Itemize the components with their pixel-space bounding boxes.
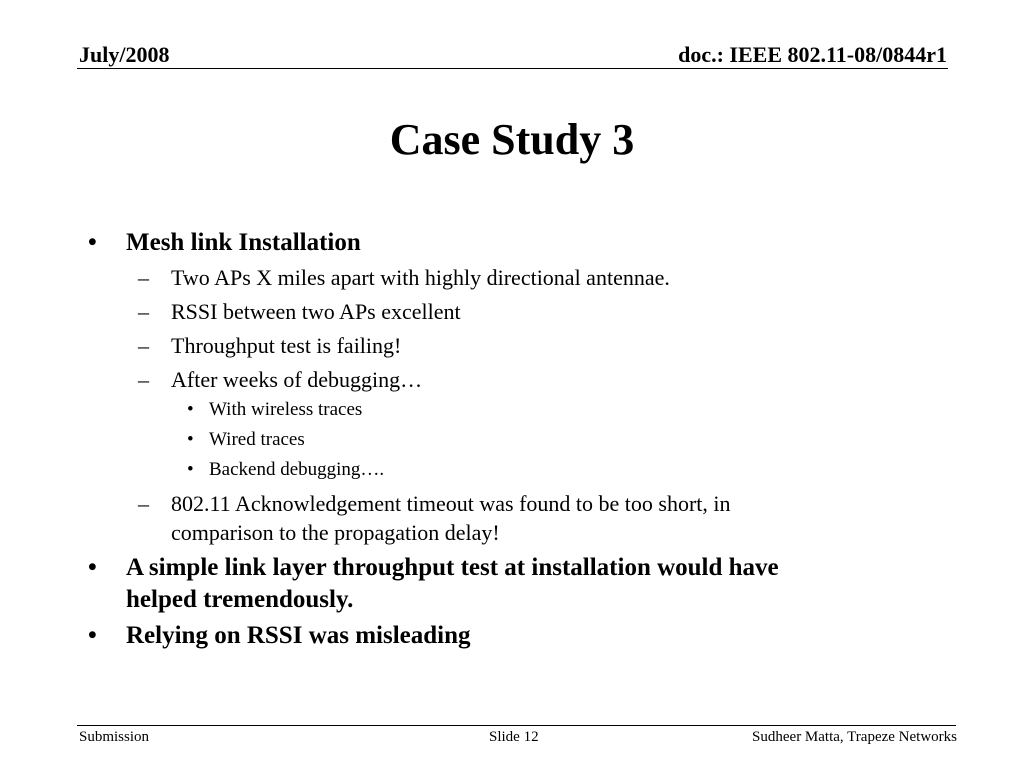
sub-bullet-text: After weeks of debugging… — [171, 367, 423, 392]
slide-title: Case Study 3 — [389, 115, 635, 164]
bullet-text: Mesh link Installation — [126, 229, 361, 256]
sub-bullet-continuation: comparison to the propagation delay! — [171, 520, 500, 545]
sub-bullet-item — [138, 297, 461, 326]
footer-divider — [77, 725, 956, 726]
header-date: July/2008 — [79, 42, 170, 67]
sub-bullet-item — [138, 365, 423, 394]
sub-sub-bullet-text: Wired traces — [209, 429, 305, 450]
sub-bullet-text: Two APs X miles apart with highly directional antennae. — [171, 265, 670, 290]
bullet-item — [88, 226, 361, 259]
bullet-item — [88, 619, 471, 652]
sub-sub-bullet-text: Backend debugging…. — [209, 459, 385, 480]
sub-bullet-item — [138, 263, 670, 292]
sub-sub-bullet-item — [187, 457, 385, 482]
bullet-glyph: • — [88, 554, 97, 581]
sub-sub-bullet-text: With wireless traces — [209, 399, 363, 420]
dash-glyph: – — [138, 367, 149, 392]
bullet-text: Relying on RSSI was misleading — [126, 622, 471, 649]
bullet-glyph: • — [187, 399, 194, 420]
bullet-item — [88, 551, 779, 584]
bullet-continuation: helped tremendously. — [126, 586, 354, 613]
header-divider — [77, 68, 948, 69]
footer-author: Sudheer Matta, Trapeze Networks — [752, 729, 957, 745]
sub-bullet-text: 802.11 Acknowledgement timeout was found to be too short, in — [171, 491, 731, 516]
dash-glyph: – — [138, 299, 149, 324]
bullet-glyph: • — [187, 429, 194, 450]
bullet-glyph: • — [88, 622, 97, 649]
dash-glyph: – — [138, 333, 149, 358]
footer-slide-number: Slide 12 — [489, 729, 539, 745]
header-document-id: doc.: IEEE 802.11-08/0844r1 — [678, 42, 947, 67]
sub-bullet-item — [138, 489, 731, 518]
sub-bullet-item — [138, 331, 402, 360]
bullet-glyph: • — [187, 459, 194, 480]
footer-submission-label: Submission — [79, 729, 150, 745]
dash-glyph: – — [138, 491, 149, 516]
sub-bullet-text: Throughput test is failing! — [171, 333, 402, 358]
sub-bullet-text: RSSI between two APs excellent — [171, 299, 461, 324]
bullet-text: A simple link layer throughput test at installation would have — [126, 554, 779, 581]
dash-glyph: – — [138, 265, 149, 290]
sub-sub-bullet-item — [187, 397, 363, 422]
bullet-glyph: • — [88, 229, 97, 256]
sub-sub-bullet-item — [187, 427, 305, 452]
